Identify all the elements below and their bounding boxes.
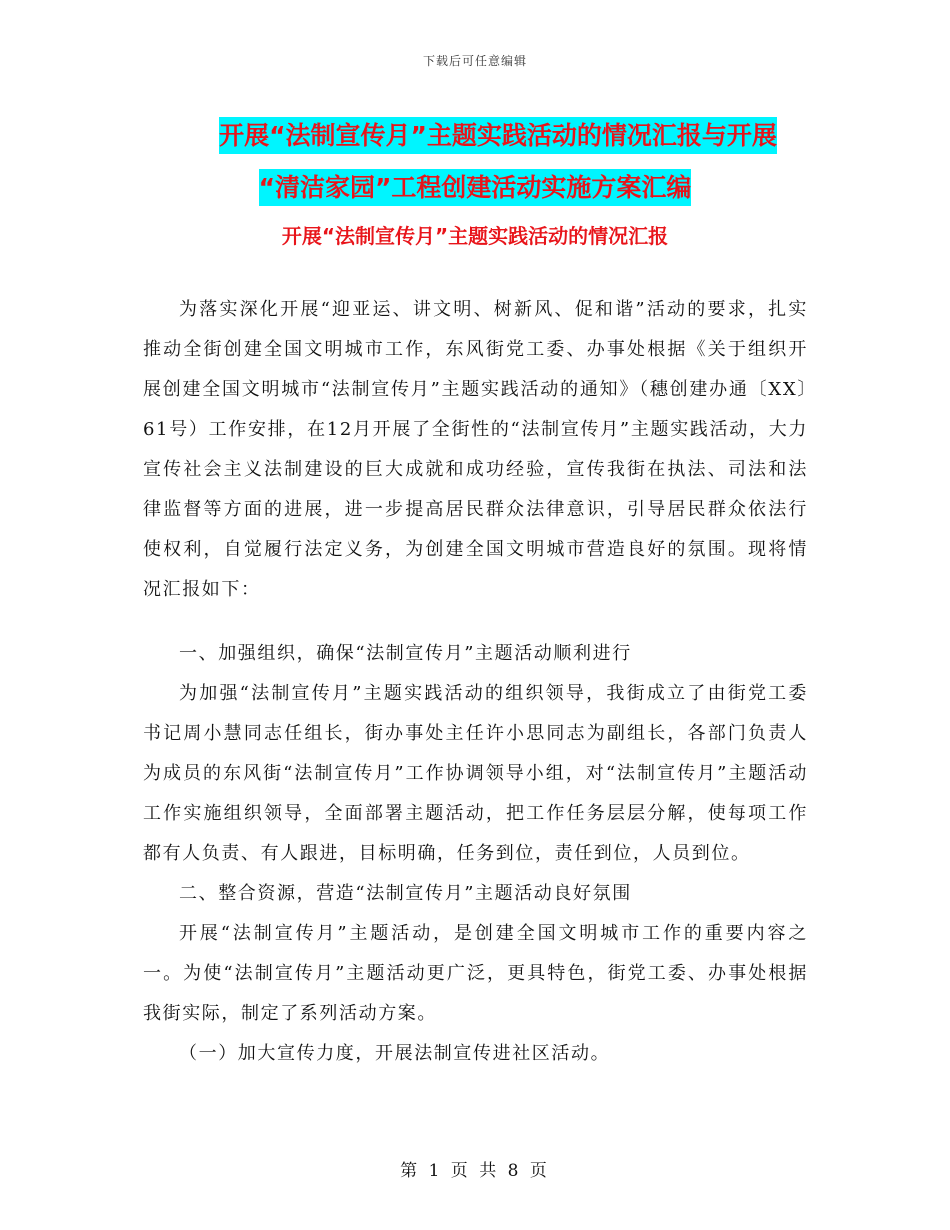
title-line-1-text: 开展“法制宣传月”主题实践活动的情况汇报与开展 xyxy=(219,117,777,154)
paragraph-intro: 为落实深化开展“迎亚运、讲文明、树新风、促和谐”活动的要求，扎实推动全街创建全国文明城市工作，东风街党工委、办事处根据《关于组织开展创建全国文明城市“法制宣传月”主题实践活动的通知》（穗创建办通〔XX〕61号）工作安排，在12月开展了全街性的“法制宣传月”主题实践活动，大力宣传社会主义法制建设的巨大成就和成功经验，宣传我街在执法、司法和法律监督等方面的进展，进一步提高居民群众法律意识，引导居民群众依法行使权利，自觉履行法定义务，为创建全国文明城市营造良好的氛围。现将情况汇报如下： xyxy=(143,299,808,600)
title-line-1 xyxy=(0,110,950,162)
paragraph-section-2: 开展“法制宣传月”主题活动，是创建全国文明城市工作的重要内容之一。为使“法制宣传月”主题活动更广泛，更具特色，街党工委、办事处根据我街实际，制定了系列活动方案。 xyxy=(143,923,808,1024)
title-line-2 xyxy=(0,162,950,214)
section-title: 开展“法制宣传月”主题实践活动的情况汇报 xyxy=(281,224,669,248)
header-note: 下载后可任意编辑 xyxy=(422,54,527,68)
heading-section-1: 一、加强组织，确保“法制宣传月”主题活动顺利进行 xyxy=(179,643,632,664)
subheading-section-2-1: （一）加大宣传力度，开展法制宣传进社区活动。 xyxy=(179,1043,611,1064)
heading-section-2: 二、整合资源，营造“法制宣传月”主题活动良好氛围 xyxy=(179,883,632,904)
document-body xyxy=(143,290,808,1074)
document-title xyxy=(0,110,950,214)
title-line-2-text: “清洁家园”工程创建活动实施方案汇编 xyxy=(259,169,692,206)
page-number-footer: 第 1 页 共 8 页 xyxy=(400,1161,550,1181)
paragraph-section-1: 为加强“法制宣传月”主题实践活动的组织领导，我街成立了由街党工委书记周小慧同志任组长，街办事处主任许小思同志为副组长，各部门负责人为成员的东风街“法制宣传月”工作协调领导小组，对“法制宣传月”主题活动工作实施组织领导，全面部署主题活动，把工作任务层层分解，使每项工作都有人负责、有人跟进，目标明确，任务到位，责任到位，人员到位。 xyxy=(143,683,808,864)
